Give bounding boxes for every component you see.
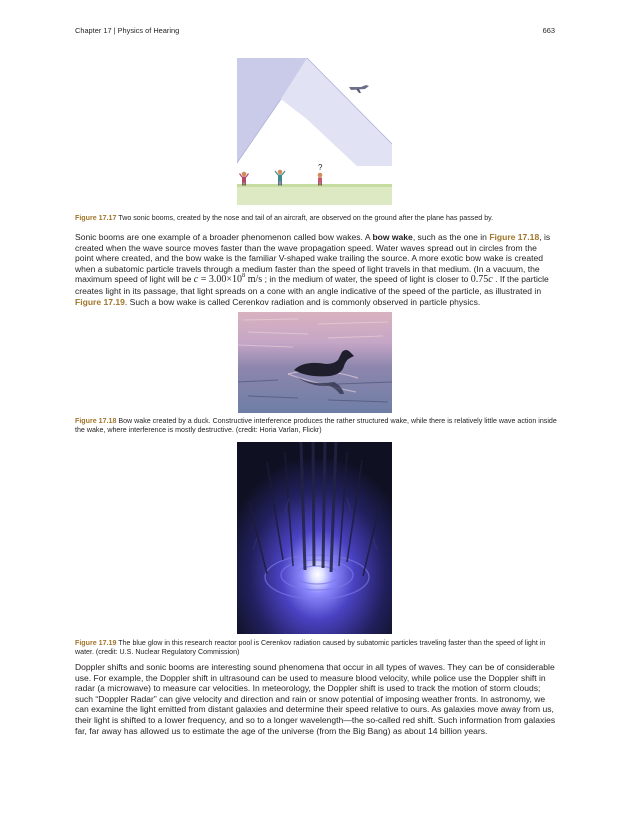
math-var: c bbox=[488, 274, 493, 286]
sonic-boom-figure bbox=[237, 58, 392, 205]
duck-bow-wake-photo bbox=[238, 312, 392, 413]
water-light-speed bbox=[471, 274, 493, 285]
math-unit: m/s bbox=[245, 274, 263, 286]
figure-17-19-link[interactable]: Figure 17.19 bbox=[75, 296, 125, 307]
paragraph-text: . Such a bow wake is called Cerenkov radiation and is commonly observed in particle physics. bbox=[124, 296, 481, 307]
question-mark: ? bbox=[318, 163, 323, 172]
figure-17-18-caption bbox=[75, 417, 557, 435]
figure-label: Figure 17.17 bbox=[75, 214, 117, 222]
figure-17-18-link[interactable]: Figure 17.18 bbox=[489, 232, 540, 242]
chapter-header: Chapter 17 | Physics of Hearing bbox=[75, 26, 180, 35]
math-var: c bbox=[193, 274, 199, 286]
paragraph-text: , is created when the wave source moves faster than the wave propagation speed. Water waves spread out in circles from the point where created, and the bow wake is the familiar V-shaped wake trailing the source. A more exotic bow wake is created when a subatomic particle travels through a medium faster than the speed of light travels in that medium. (In a vacuum, the maximum speed of light will be bbox=[75, 232, 551, 285]
caption-text: Bow wake created by a duck. Constructive interference produces the rather structured wake, while there is relatively little wave action inside the wake, where interference is mostly destructive. (credit: Horia Varlan, Flickr) bbox=[75, 417, 557, 434]
page-number: 663 bbox=[542, 26, 555, 35]
paragraph-text: ; in the medium of water, the speed of light is closer to bbox=[262, 274, 471, 285]
figure-17-19-caption bbox=[75, 639, 557, 657]
figure-label: Figure 17.18 bbox=[75, 417, 117, 425]
figure-17-17-caption bbox=[75, 214, 557, 223]
math-eq: = 3.00×10 bbox=[198, 274, 242, 286]
reactor-cerenkov-photo bbox=[237, 442, 392, 634]
math-exp: 8 bbox=[242, 272, 246, 280]
caption-text: The blue glow in this research reactor pool is Cerenkov radiation caused by subatomic particles traveling faster than the speed of light in water. (credit: U.S. Nuclear Regulatory Commission) bbox=[75, 639, 546, 656]
math-num: 0.75 bbox=[470, 274, 489, 286]
paragraph-text: , such as the one in bbox=[412, 232, 490, 242]
bold-term: bow wake bbox=[372, 232, 413, 242]
bow-wake-paragraph bbox=[75, 232, 557, 307]
caption-text: Two sonic booms, created by the nose and tail of an aircraft, are observed on the ground after the plane has passed by. bbox=[116, 214, 494, 222]
paragraph-text: Sonic booms are one example of a broader phenomenon called bow wakes. A bbox=[75, 232, 373, 242]
paragraph-text: . If the particle creates light in its passage, that light spreads on a cone with an angle indicative of the speed of the particle, as illustrated in bbox=[75, 274, 549, 296]
figure-label: Figure 17.19 bbox=[75, 639, 117, 647]
speed-of-light-equation bbox=[194, 274, 262, 285]
doppler-applications-paragraph: Doppler shifts and sonic booms are interesting sound phenomena that occur in all types of waves. They can be of considerable use. For example, the Doppler shift in ultrasound can be used to measure blood velocity, while police use the Doppler shift in radar (a microwave) to measure car velocities. In meteorology, the Doppler shift is used to track the motion of storm clouds; such “Doppler Radar” can give velocity and direction and rain or snow potential of imposing weather fronts. In astronomy, we can examine the light emitted from distant galaxies and determine their speed relative to ours. As galaxies move away from us, their light is shifted to a lower frequency, and so to a longer wavelength—the so-called red shift. Such information from galaxies far, far away has allowed us to estimate the age of the universe (from the Big Bang) as about 14 billion years. bbox=[75, 662, 556, 736]
